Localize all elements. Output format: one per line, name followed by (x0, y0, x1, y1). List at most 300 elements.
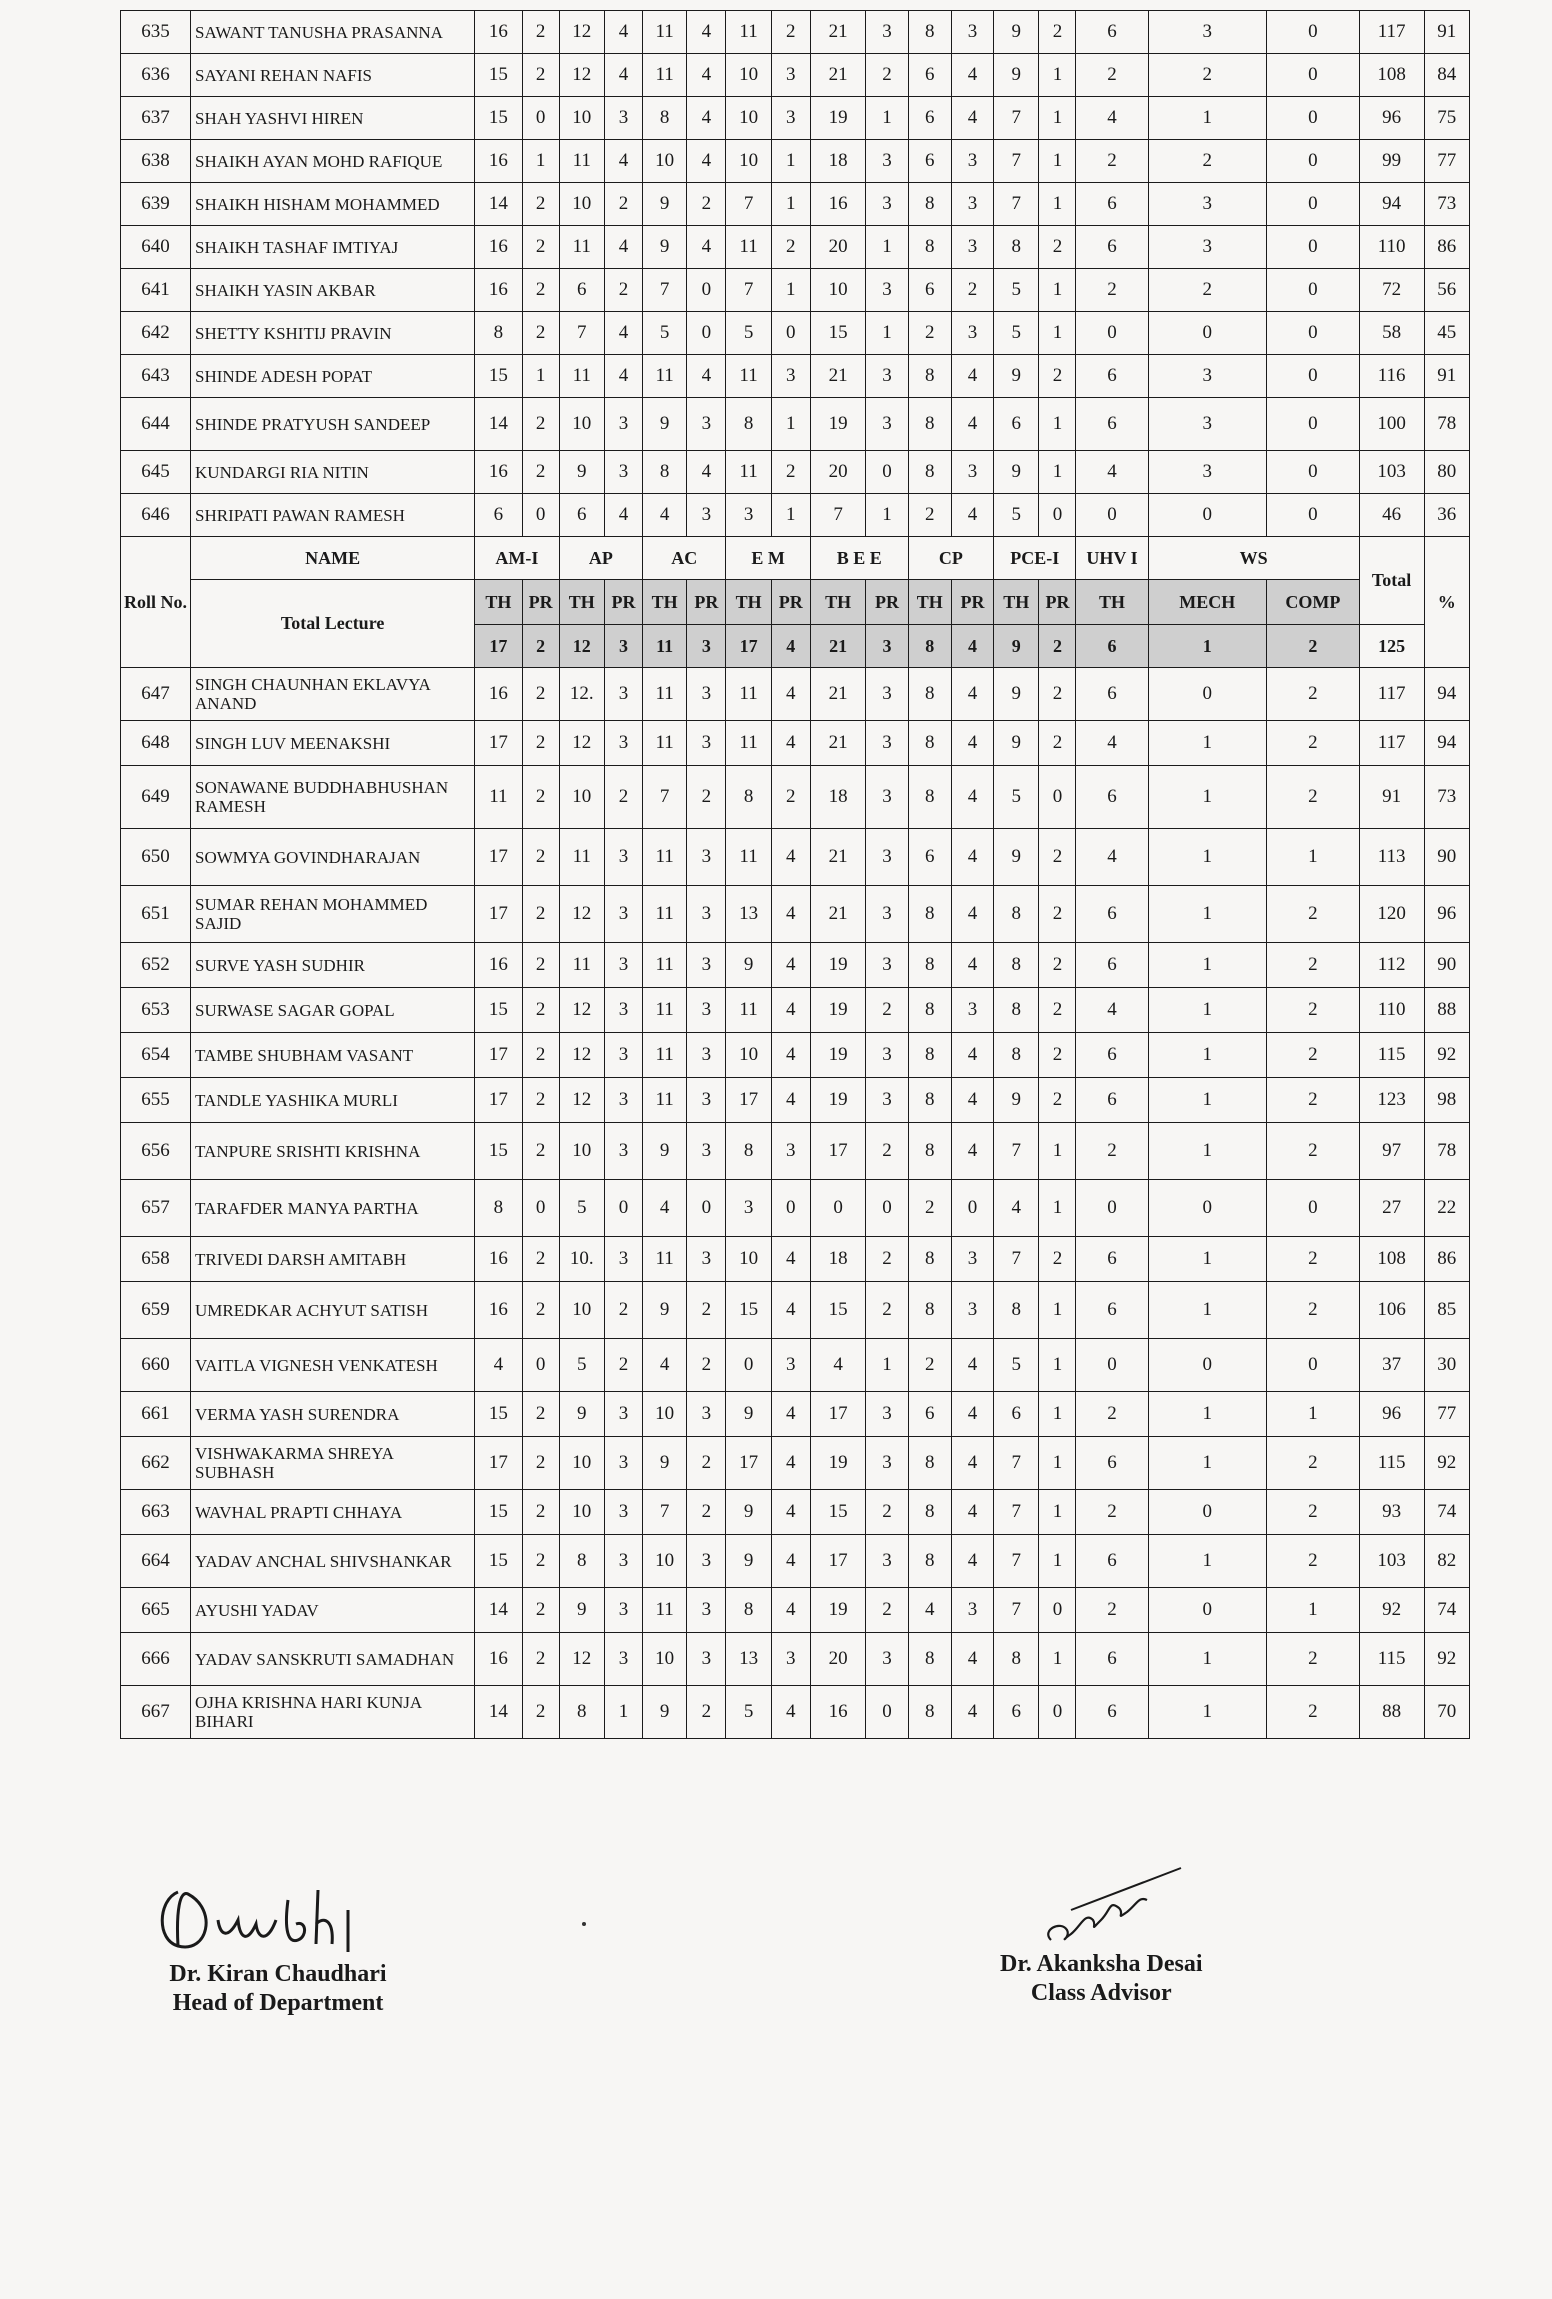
table-row (121, 766, 1470, 829)
attendance-cell: 8 (994, 886, 1039, 943)
attendance-cell: 16 (810, 1686, 866, 1739)
attendance-cell: 2 (687, 1437, 726, 1490)
attendance-cell: 0 (1076, 1180, 1148, 1237)
attendance-cell: 1 (522, 355, 559, 398)
attendance-cell: 9 (994, 355, 1039, 398)
attendance-cell: 3 (866, 766, 908, 829)
student-name: VAITLA VIGNESH VENKATESH (191, 1339, 475, 1392)
attendance-cell: 4 (951, 1078, 993, 1123)
attendance-cell: 3 (604, 398, 642, 451)
attendance-cell: 12 (559, 54, 604, 97)
attendance-cell: 0 (522, 1180, 559, 1237)
attendance-cell: 10 (559, 97, 604, 140)
attendance-cell: 1 (1039, 398, 1076, 451)
attendance-cell: 2 (1266, 668, 1359, 721)
attendance-cell: 7 (994, 97, 1039, 140)
attendance-cell: 8 (726, 398, 771, 451)
attendance-cell: 8 (908, 1633, 951, 1686)
type-header: PR (687, 580, 726, 625)
table-row (121, 1180, 1470, 1237)
attendance-cell: 0 (1266, 140, 1359, 183)
attendance-cell: 2 (1076, 1392, 1148, 1437)
roll-number: 652 (121, 943, 191, 988)
type-header: TH (726, 580, 771, 625)
table-row (121, 1686, 1470, 1739)
attendance-cell: 3 (866, 943, 908, 988)
attendance-cell: 9 (994, 829, 1039, 886)
attendance-cell: 9 (726, 1392, 771, 1437)
attendance-cell: 9 (643, 1282, 687, 1339)
lecture-count: 12 (559, 625, 604, 668)
attendance-cell: 2 (522, 721, 559, 766)
total-cell: 103 (1359, 451, 1424, 494)
subject-header: B E E (810, 537, 908, 580)
attendance-cell: 15 (475, 1123, 522, 1180)
attendance-cell: 11 (643, 943, 687, 988)
attendance-cell: 2 (522, 766, 559, 829)
attendance-cell: 1 (1148, 1686, 1266, 1739)
table-row (121, 1633, 1470, 1686)
attendance-cell: 0 (1266, 451, 1359, 494)
attendance-cell: 10. (559, 1237, 604, 1282)
attendance-cell: 12 (559, 1633, 604, 1686)
attendance-cell: 3 (687, 829, 726, 886)
table-row (121, 355, 1470, 398)
lecture-count: 3 (604, 625, 642, 668)
total-cell: 94 (1359, 183, 1424, 226)
type-header: TH (810, 580, 866, 625)
attendance-cell: 3 (604, 988, 642, 1033)
percent-header: % (1424, 537, 1469, 668)
total-cell: 58 (1359, 312, 1424, 355)
student-name: SINGH CHAUNHAN EKLAVYA ANAND (191, 668, 475, 721)
attendance-cell: 2 (687, 1490, 726, 1535)
table-row (121, 398, 1470, 451)
attendance-cell: 4 (687, 226, 726, 269)
attendance-cell: 4 (771, 1588, 810, 1633)
attendance-cell: 15 (810, 1490, 866, 1535)
attendance-cell: 3 (604, 1588, 642, 1633)
attendance-cell: 9 (994, 451, 1039, 494)
attendance-cell: 2 (1266, 988, 1359, 1033)
attendance-cell: 3 (866, 398, 908, 451)
attendance-cell: 2 (866, 54, 908, 97)
percent-cell: 70 (1424, 1686, 1469, 1739)
total-cell: 27 (1359, 1180, 1424, 1237)
lecture-count: 1 (1148, 625, 1266, 668)
attendance-cell: 2 (1039, 668, 1076, 721)
table-row (121, 269, 1470, 312)
attendance-cell: 17 (810, 1535, 866, 1588)
attendance-cell: 8 (908, 1123, 951, 1180)
attendance-cell: 0 (1148, 668, 1266, 721)
attendance-cell: 10 (643, 1633, 687, 1686)
attendance-cell: 16 (475, 1237, 522, 1282)
attendance-cell: 9 (726, 1535, 771, 1588)
attendance-cell: 8 (908, 988, 951, 1033)
total-cell: 92 (1359, 1588, 1424, 1633)
percent-cell: 82 (1424, 1535, 1469, 1588)
attendance-cell: 0 (687, 312, 726, 355)
attendance-cell: 2 (522, 943, 559, 988)
type-header: MECH (1148, 580, 1266, 625)
attendance-cell: 17 (475, 1437, 522, 1490)
attendance-cell: 1 (1039, 1392, 1076, 1437)
total-cell: 91 (1359, 766, 1424, 829)
attendance-cell: 16 (475, 226, 522, 269)
percent-cell: 56 (1424, 269, 1469, 312)
attendance-cell: 3 (687, 1535, 726, 1588)
attendance-cell: 1 (1039, 97, 1076, 140)
attendance-cell: 4 (1076, 97, 1148, 140)
attendance-cell: 4 (771, 1686, 810, 1739)
attendance-cell: 3 (771, 1633, 810, 1686)
table-row (121, 1392, 1470, 1437)
table-row (121, 54, 1470, 97)
attendance-cell: 3 (1148, 11, 1266, 54)
student-name: SHINDE PRATYUSH SANDEEP (191, 398, 475, 451)
attendance-cell: 8 (559, 1686, 604, 1739)
subject-header: AP (559, 537, 642, 580)
attendance-cell: 3 (604, 1633, 642, 1686)
attendance-cell: 2 (522, 1282, 559, 1339)
attendance-cell: 4 (1076, 829, 1148, 886)
attendance-cell: 4 (604, 54, 642, 97)
subject-header: PCE-I (994, 537, 1076, 580)
attendance-cell: 2 (866, 1237, 908, 1282)
attendance-cell: 9 (726, 943, 771, 988)
attendance-cell: 8 (908, 226, 951, 269)
student-name: SHAIKH HISHAM MOHAMMED (191, 183, 475, 226)
attendance-cell: 2 (1266, 1437, 1359, 1490)
attendance-cell: 3 (687, 1237, 726, 1282)
student-name: SUMAR REHAN MOHAMMED SAJID (191, 886, 475, 943)
table-row (121, 988, 1470, 1033)
student-name: TANPURE SRISHTI KRISHNA (191, 1123, 475, 1180)
attendance-cell: 3 (1148, 226, 1266, 269)
lecture-count: 9 (994, 625, 1039, 668)
attendance-cell: 2 (951, 269, 993, 312)
total-cell: 115 (1359, 1437, 1424, 1490)
attendance-cell: 15 (475, 355, 522, 398)
attendance-cell: 21 (810, 54, 866, 97)
type-header: TH (908, 580, 951, 625)
attendance-cell: 16 (475, 1633, 522, 1686)
attendance-cell: 10 (559, 766, 604, 829)
attendance-cell: 11 (643, 1078, 687, 1123)
attendance-cell: 15 (475, 97, 522, 140)
attendance-cell: 2 (1076, 1588, 1148, 1633)
attendance-cell: 1 (1039, 1437, 1076, 1490)
table-row (121, 829, 1470, 886)
attendance-cell: 8 (994, 988, 1039, 1033)
attendance-cell: 2 (522, 54, 559, 97)
total-cell: 110 (1359, 226, 1424, 269)
attendance-cell: 1 (771, 398, 810, 451)
attendance-cell: 8 (559, 1535, 604, 1588)
attendance-cell: 8 (908, 1282, 951, 1339)
attendance-cell: 2 (1266, 943, 1359, 988)
percent-cell: 30 (1424, 1339, 1469, 1392)
attendance-cell: 9 (559, 1392, 604, 1437)
type-header: TH (994, 580, 1039, 625)
table-row (121, 1078, 1470, 1123)
attendance-cell: 2 (1266, 1282, 1359, 1339)
attendance-cell: 3 (1148, 451, 1266, 494)
attendance-cell: 4 (951, 1437, 993, 1490)
student-name: YADAV ANCHAL SHIVSHANKAR (191, 1535, 475, 1588)
attendance-cell: 1 (1148, 943, 1266, 988)
attendance-cell: 12 (559, 1078, 604, 1123)
attendance-cell: 15 (475, 988, 522, 1033)
student-name: TAMBE SHUBHAM VASANT (191, 1033, 475, 1078)
roll-number: 638 (121, 140, 191, 183)
attendance-cell: 2 (1039, 1033, 1076, 1078)
attendance-cell: 10 (643, 1535, 687, 1588)
attendance-cell: 3 (866, 1033, 908, 1078)
attendance-cell: 3 (951, 988, 993, 1033)
attendance-cell: 5 (994, 269, 1039, 312)
attendance-cell: 2 (687, 766, 726, 829)
attendance-cell: 9 (994, 11, 1039, 54)
attendance-cell: 6 (908, 140, 951, 183)
attendance-cell: 4 (771, 886, 810, 943)
attendance-cell: 12 (559, 721, 604, 766)
attendance-cell: 3 (866, 11, 908, 54)
roll-number: 656 (121, 1123, 191, 1180)
attendance-cell: 2 (687, 1339, 726, 1392)
attendance-cell: 8 (908, 1490, 951, 1535)
attendance-cell: 4 (1076, 451, 1148, 494)
type-header: TH (643, 580, 687, 625)
attendance-cell: 11 (643, 1588, 687, 1633)
attendance-cell: 4 (687, 11, 726, 54)
attendance-cell: 20 (810, 226, 866, 269)
total-cell: 117 (1359, 721, 1424, 766)
attendance-cell: 3 (951, 1282, 993, 1339)
attendance-cell: 3 (771, 97, 810, 140)
percent-cell: 91 (1424, 355, 1469, 398)
attendance-cell: 3 (866, 1437, 908, 1490)
attendance-cell: 8 (908, 1686, 951, 1739)
attendance-cell: 17 (475, 886, 522, 943)
attendance-cell: 1 (1039, 1535, 1076, 1588)
attendance-cell: 4 (771, 1237, 810, 1282)
attendance-cell: 2 (522, 11, 559, 54)
attendance-cell: 3 (866, 1633, 908, 1686)
attendance-cell: 2 (1076, 1490, 1148, 1535)
percent-cell: 36 (1424, 494, 1469, 537)
attendance-cell: 4 (604, 494, 642, 537)
attendance-cell: 2 (866, 1123, 908, 1180)
attendance-cell: 1 (866, 494, 908, 537)
attendance-cell: 11 (726, 451, 771, 494)
attendance-cell: 4 (771, 988, 810, 1033)
percent-cell: 75 (1424, 97, 1469, 140)
table-body-upper (121, 11, 1470, 537)
attendance-cell: 4 (951, 494, 993, 537)
attendance-cell: 9 (643, 1123, 687, 1180)
total-cell: 46 (1359, 494, 1424, 537)
attendance-cell: 4 (994, 1180, 1039, 1237)
attendance-cell: 1 (1039, 1490, 1076, 1535)
attendance-cell: 2 (522, 1633, 559, 1686)
attendance-cell: 1 (1039, 269, 1076, 312)
attendance-cell: 4 (604, 11, 642, 54)
attendance-cell: 3 (866, 1535, 908, 1588)
attendance-cell: 6 (1076, 1033, 1148, 1078)
attendance-cell: 16 (475, 943, 522, 988)
attendance-cell: 1 (1039, 54, 1076, 97)
ink-dot (582, 1922, 586, 1926)
attendance-cell: 11 (726, 721, 771, 766)
attendance-cell: 1 (1148, 1437, 1266, 1490)
table-row (121, 943, 1470, 988)
attendance-cell: 2 (522, 886, 559, 943)
attendance-cell: 7 (643, 1490, 687, 1535)
student-name: SONAWANE BUDDHABHUSHAN RAMESH (191, 766, 475, 829)
attendance-cell: 2 (604, 766, 642, 829)
lecture-count: 2 (1039, 625, 1076, 668)
attendance-cell: 11 (726, 668, 771, 721)
attendance-cell: 6 (908, 97, 951, 140)
attendance-cell: 4 (951, 1339, 993, 1392)
attendance-cell: 2 (522, 1437, 559, 1490)
total-cell: 120 (1359, 886, 1424, 943)
attendance-cell: 9 (559, 451, 604, 494)
attendance-cell: 1 (1039, 1123, 1076, 1180)
attendance-cell: 6 (1076, 1535, 1148, 1588)
attendance-cell: 1 (1148, 988, 1266, 1033)
attendance-cell: 18 (810, 140, 866, 183)
attendance-cell: 11 (726, 988, 771, 1033)
type-header: PR (771, 580, 810, 625)
attendance-cell: 4 (951, 1686, 993, 1739)
attendance-cell: 7 (994, 1237, 1039, 1282)
attendance-cell: 19 (810, 1078, 866, 1123)
lecture-count: 8 (908, 625, 951, 668)
attendance-cell: 3 (604, 451, 642, 494)
attendance-cell: 11 (643, 721, 687, 766)
attendance-cell: 11 (643, 668, 687, 721)
percent-cell: 90 (1424, 829, 1469, 886)
student-name: SINGH LUV MEENAKSHI (191, 721, 475, 766)
attendance-cell: 1 (1148, 1282, 1266, 1339)
attendance-cell: 8 (726, 1588, 771, 1633)
type-header: COMP (1266, 580, 1359, 625)
attendance-cell: 4 (951, 829, 993, 886)
attendance-cell: 2 (1266, 1633, 1359, 1686)
type-header: PR (866, 580, 908, 625)
attendance-cell: 0 (1148, 1180, 1266, 1237)
total-cell: 93 (1359, 1490, 1424, 1535)
attendance-cell: 1 (1148, 1123, 1266, 1180)
attendance-cell: 0 (1266, 11, 1359, 54)
attendance-cell: 4 (475, 1339, 522, 1392)
attendance-cell: 8 (643, 97, 687, 140)
attendance-cell: 2 (604, 269, 642, 312)
attendance-cell: 0 (687, 1180, 726, 1237)
attendance-cell: 2 (1076, 269, 1148, 312)
table-header (121, 537, 1470, 668)
attendance-cell: 5 (559, 1180, 604, 1237)
attendance-cell: 7 (559, 312, 604, 355)
attendance-cell: 8 (994, 226, 1039, 269)
subject-header: E M (726, 537, 810, 580)
attendance-cell: 21 (810, 829, 866, 886)
total-header: Total (1359, 537, 1424, 625)
attendance-cell: 3 (604, 829, 642, 886)
attendance-cell: 0 (1148, 312, 1266, 355)
attendance-cell: 1 (1148, 1633, 1266, 1686)
attendance-cell: 19 (810, 988, 866, 1033)
attendance-table (120, 10, 1470, 1739)
attendance-cell: 5 (994, 312, 1039, 355)
roll-number: 650 (121, 829, 191, 886)
attendance-cell: 4 (771, 829, 810, 886)
attendance-cell: 2 (522, 312, 559, 355)
attendance-cell: 0 (522, 494, 559, 537)
attendance-cell: 4 (687, 355, 726, 398)
hod-role: Head of Department (172, 1990, 384, 2016)
table-row (121, 494, 1470, 537)
student-name: TANDLE YASHIKA MURLI (191, 1078, 475, 1123)
attendance-cell: 3 (687, 1123, 726, 1180)
lecture-count: 3 (687, 625, 726, 668)
attendance-cell: 8 (908, 721, 951, 766)
attendance-cell: 0 (604, 1180, 642, 1237)
attendance-cell: 0 (1266, 183, 1359, 226)
attendance-cell: 1 (1039, 312, 1076, 355)
attendance-cell: 10 (726, 1237, 771, 1282)
attendance-cell: 4 (771, 721, 810, 766)
roll-number: 636 (121, 54, 191, 97)
attendance-cell: 3 (866, 1392, 908, 1437)
attendance-cell: 3 (604, 1535, 642, 1588)
attendance-cell: 20 (810, 1633, 866, 1686)
table-row (121, 1282, 1470, 1339)
attendance-cell: 4 (951, 97, 993, 140)
attendance-cell: 3 (604, 1437, 642, 1490)
attendance-cell: 3 (604, 943, 642, 988)
attendance-cell: 11 (643, 355, 687, 398)
roll-number: 648 (121, 721, 191, 766)
percent-cell: 45 (1424, 312, 1469, 355)
attendance-cell: 1 (522, 140, 559, 183)
type-header: TH (559, 580, 604, 625)
attendance-cell: 1 (604, 1686, 642, 1739)
attendance-cell: 0 (1266, 226, 1359, 269)
attendance-cell: 2 (771, 766, 810, 829)
attendance-cell: 3 (951, 1588, 993, 1633)
attendance-cell: 8 (908, 183, 951, 226)
attendance-cell: 1 (771, 140, 810, 183)
table-row (121, 451, 1470, 494)
attendance-cell: 4 (687, 54, 726, 97)
attendance-cell: 11 (643, 829, 687, 886)
attendance-cell: 0 (866, 1180, 908, 1237)
percent-cell: 86 (1424, 1237, 1469, 1282)
attendance-cell: 2 (522, 183, 559, 226)
attendance-cell: 1 (771, 183, 810, 226)
percent-cell: 96 (1424, 886, 1469, 943)
attendance-cell: 3 (771, 1123, 810, 1180)
table-row (121, 668, 1470, 721)
attendance-cell: 5 (994, 494, 1039, 537)
type-header: TH (1076, 580, 1148, 625)
attendance-cell: 2 (1039, 721, 1076, 766)
attendance-cell: 19 (810, 943, 866, 988)
